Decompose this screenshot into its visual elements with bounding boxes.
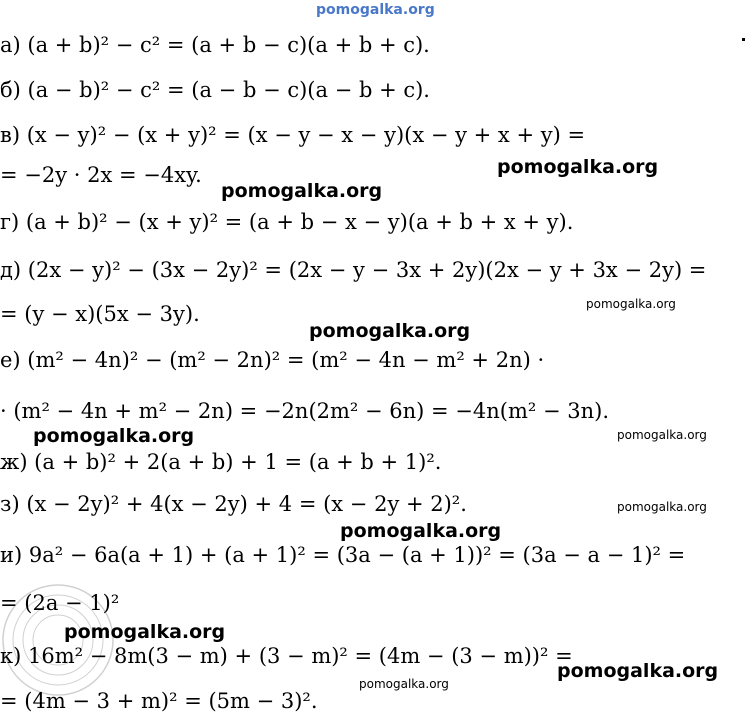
watermark: pomogalka.org [557,660,719,682]
watermark: pomogalka.org [359,677,449,691]
solution-line-i: и) 9a² − 6a(a + 1) + (a + 1)² = (3a − (a + 1))² = (3a − a − 1)² = [0,543,686,567]
solution-line-g: г) (a + b)² − (x + y)² = (a + b − x − y)(a + b + x + y). [0,210,574,234]
solution-line-e-cont: · (m² − 4n + m² − 2n) = −2n(2m² − 6n) = −4n(m² − 3n). [0,399,609,423]
watermark: pomogalka.org [64,621,226,643]
solution-line-b: б) (a − b)² − c² = (a − b − c)(a − b + c). [0,78,430,102]
stamp-watermark-graphic [0,580,118,700]
watermark: pomogalka.org [617,500,707,514]
solution-line-k: к) 16m² − 8m(3 − m) + (3 − m)² = (4m − (3 − m))² = [0,644,573,668]
watermark: pomogalka.org [617,428,707,442]
watermark-top: pomogalka.org [316,2,435,18]
watermark: pomogalka.org [309,320,471,342]
solution-line-v-cont: = −2y · 2x = −4xy. [0,163,202,187]
watermark: pomogalka.org [33,425,195,447]
solution-line-z: з) (x − 2y)² + 4(x − 2y) + 4 = (x − 2y + 2)². [0,492,467,516]
solution-line-zh: ж) (a + b)² + 2(a + b) + 1 = (a + b + 1)². [0,450,442,474]
solution-line-i-cont: = (2a − 1)² [0,591,120,615]
watermark: pomogalka.org [586,297,676,311]
watermark: pomogalka.org [221,180,383,202]
solution-line-d-cont: = (y − x)(5x − 3y). [0,302,200,326]
watermark: pomogalka.org [340,520,502,542]
margin-mark [742,38,745,41]
solution-line-a: а) (a + b)² − c² = (a + b − c)(a + b + c). [0,33,430,57]
solution-line-d: д) (2x − y)² − (3x − 2y)² = (2x − y − 3x + 2y)(2x − y + 3x − 2y) = [0,258,707,282]
watermark: pomogalka.org [497,156,659,178]
solution-line-e: е) (m² − 4n)² − (m² − 2n)² = (m² − 4n − m² + 2n) · [0,348,545,372]
solution-line-v: в) (x − y)² − (x + y)² = (x − y − x − y)(x − y + x + y) = [0,123,586,147]
solution-line-k-cont: = (4m − 3 + m)² = (5m − 3)². [0,689,318,713]
